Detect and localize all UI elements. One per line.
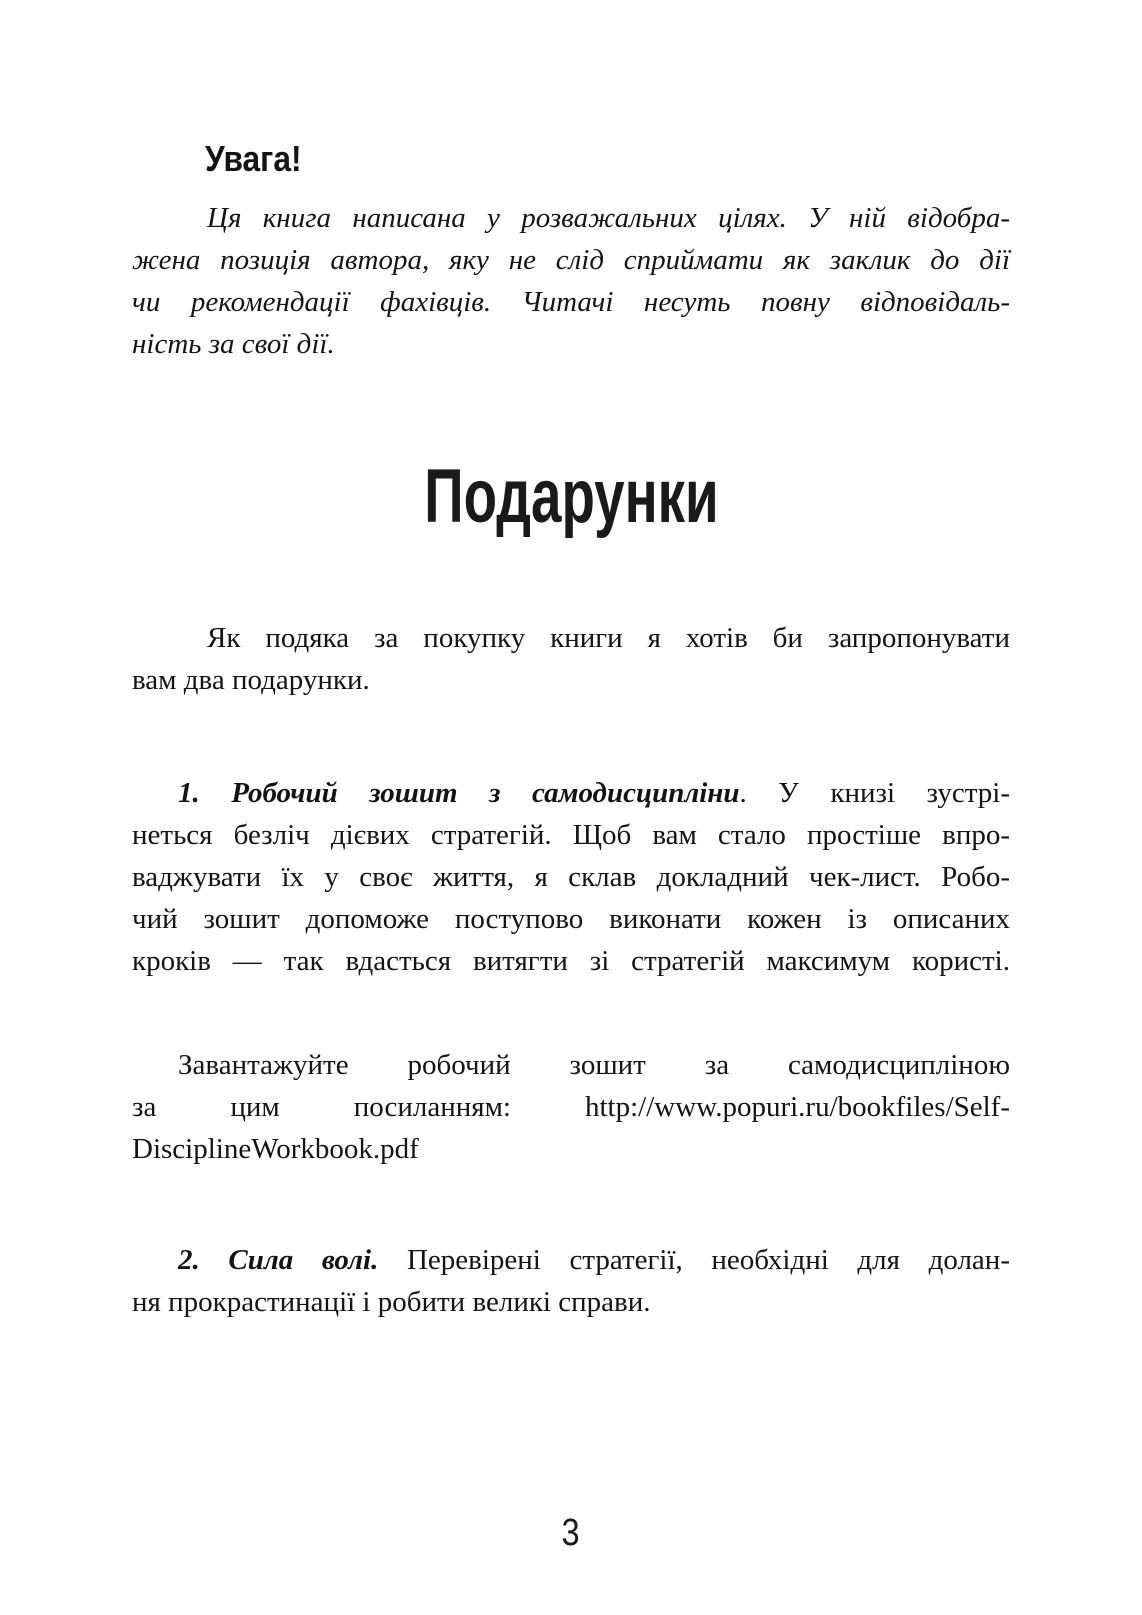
gift1-lead-rest: . У книзі зустрі- bbox=[739, 777, 1010, 809]
gift2-line: ня прокрастинації і робити великі справи. bbox=[132, 1286, 651, 1318]
gift1-line: неться безліч дієвих стратегій. Щоб вам стало простіше впро- bbox=[132, 819, 1010, 851]
chapter-title: Подарунки bbox=[423, 454, 719, 539]
notice-heading: Увага! bbox=[205, 138, 302, 179]
gift2-paragraph bbox=[132, 1239, 1010, 1323]
intro-line: Як подяка за покупку книги я хотів би запропонувати bbox=[207, 622, 1010, 654]
disclaimer-line: чи рекомендації фахівців. Читачі несуть повну відповідаль- bbox=[132, 286, 1010, 318]
chapter-title-container bbox=[132, 454, 1010, 539]
gift1-first-line bbox=[132, 772, 1010, 814]
disclaimer-line: жена позиція автора, яку не слід сприймати як заклик до дії bbox=[132, 244, 1010, 276]
download-url-line: за цим посиланням: http://www.popuri.ru/bookfiles/Self- bbox=[132, 1091, 1010, 1123]
disclaimer-line: Ця книга написана у розважальних цілях. У ній відобра- bbox=[207, 202, 1010, 234]
download-url-line: DisciplineWorkbook.pdf bbox=[132, 1133, 419, 1165]
intro-line: вам два подарунки. bbox=[132, 664, 370, 696]
gift1-line: кроків — так вдасться витягти зі стратегій максимум користі. bbox=[132, 945, 1010, 977]
gift2-lead-rest: Перевірені стратегії, необхідні для долан- bbox=[378, 1244, 1010, 1276]
download-line: Завантажуйте робочий зошит за самодисципліною bbox=[178, 1049, 1010, 1081]
gift1-line: чий зошит допоможе поступово виконати кожен із описаних bbox=[132, 903, 1010, 935]
gift1-line: ваджувати їх у своє життя, я склав докладний чек-лист. Робо- bbox=[132, 861, 1010, 893]
disclaimer-line: ність за свої дії. bbox=[132, 328, 335, 360]
disclaimer-paragraph bbox=[132, 197, 1010, 365]
page-number: 3 bbox=[562, 1512, 580, 1554]
gift1-lead: 1. Робочий зошит з самодисципліни bbox=[178, 777, 740, 809]
intro-paragraph bbox=[132, 617, 1010, 701]
gift2-first-line bbox=[132, 1239, 1010, 1281]
gift2-lead: 2. Сила волі. bbox=[178, 1244, 379, 1276]
gift1-paragraph bbox=[132, 772, 1010, 982]
download-paragraph bbox=[132, 1044, 1010, 1170]
page-number-container bbox=[0, 1510, 1142, 1556]
